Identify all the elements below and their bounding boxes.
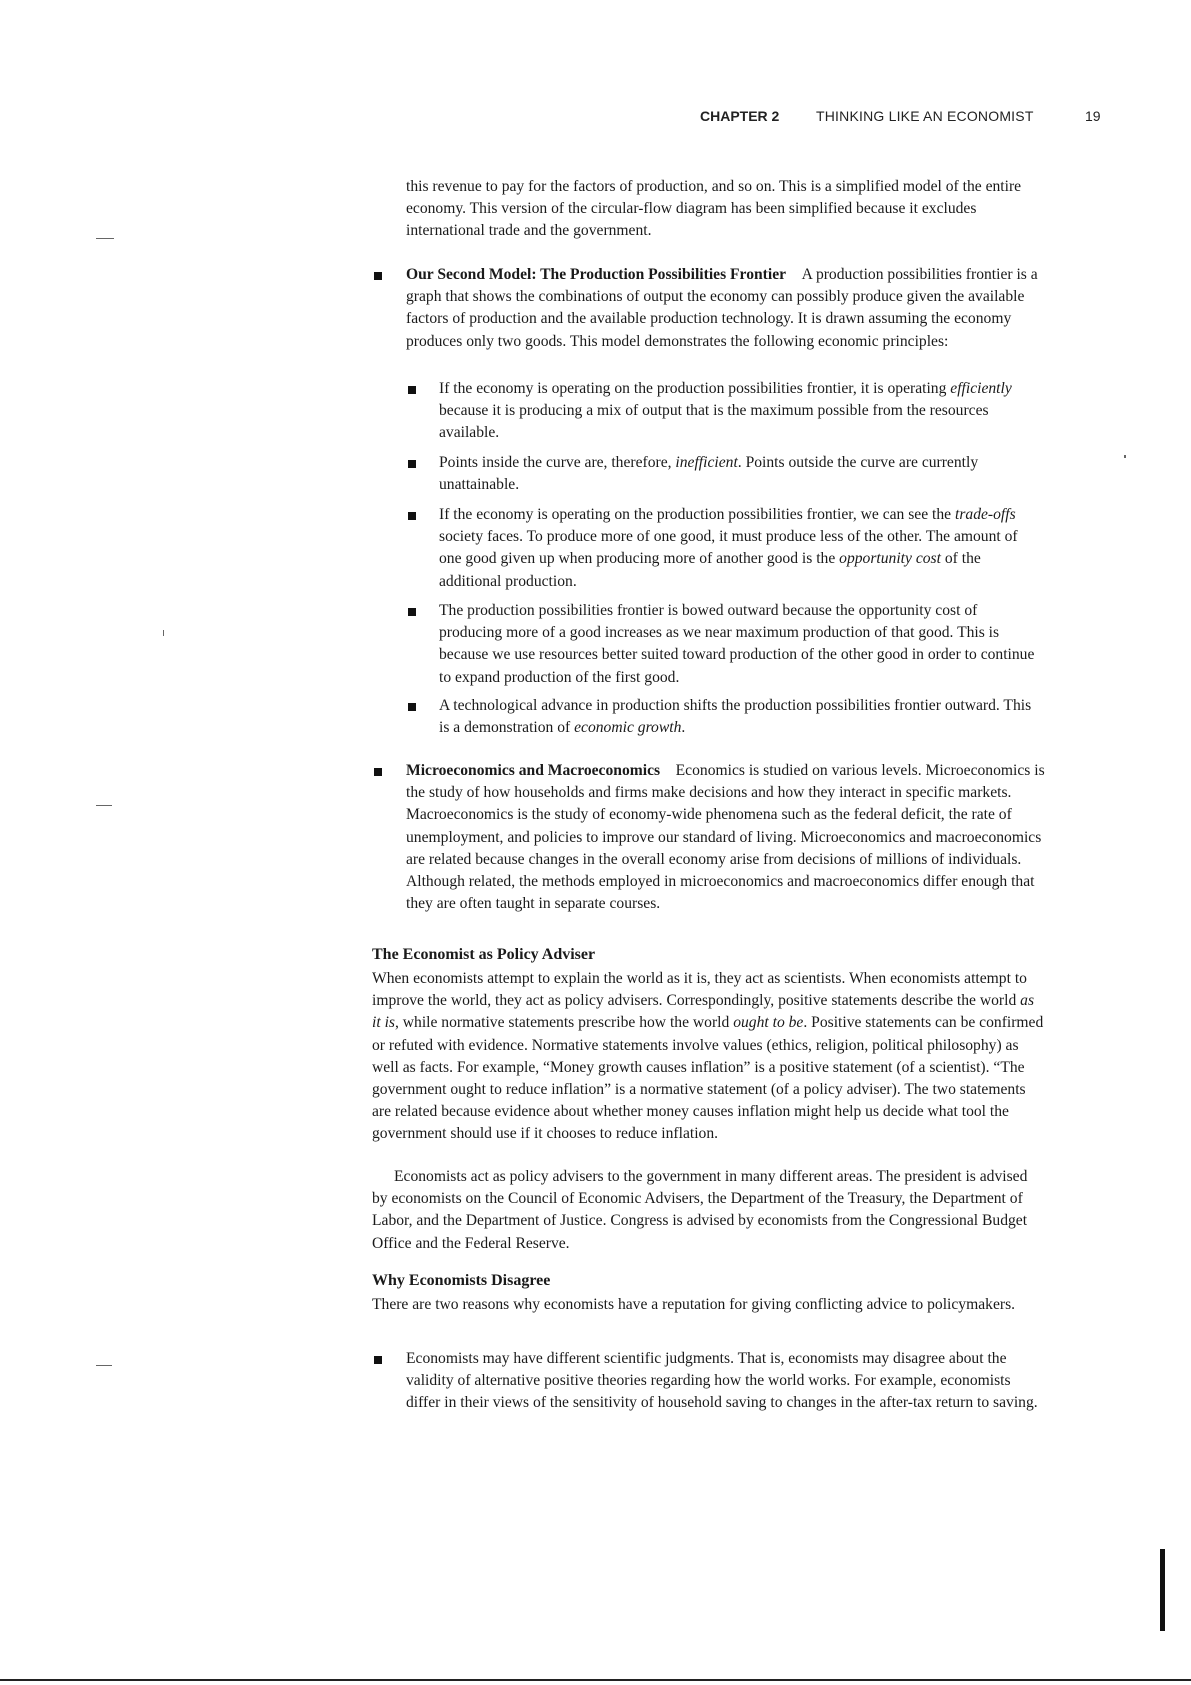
ppf-paragraph [406,264,1046,353]
item-text: Points inside the curve are, therefore, [439,454,676,471]
item-text: If the economy is operating on the production possibilities frontier, it is operating [439,380,951,397]
disagree-bullet-text: Economists may have different scientific judgments. That is, economists may disagree about the validity of alternative positive theories regarding how the world works. For example, economists differ in their views of the sensitivity of household saving to changes in the after-tax return to saving. [406,1350,1038,1412]
paragraph-text: . Positive statements can be confirmed or refuted with evidence. Normative statements involve values (ethics, religion, political philosophy) as well as facts. For example, “Money growth causes inflation” is a positive statement (of a scientist). “The government ought to reduce inflation” is a normative statement (of a policy adviser). The two statements are related because evidence about whether money causes inflation might help us decide what tool the government should use if it chooses to reduce inflation. [372,1014,1044,1143]
scan-bottom-edge [0,1679,1191,1681]
item-text: The production possibilities frontier is bowed outward because the opportunity cost of producing more of a good increases as we near maximum production of that good. This is because we use resources better suited toward production of the other good in order to continue to expand production of the first good. [439,602,1035,686]
disagree-bullet [406,1348,1044,1415]
bullet-square-icon [408,512,416,520]
micro-macro-lead: Microeconomics and Macroeconomics [406,762,661,779]
paragraph-text: , while normative statements prescribe how the world [394,1014,734,1032]
section-heading-disagree: Why Economists Disagree [372,1272,551,1289]
chapter-title: THINKING LIKE AN ECONOMIST [816,108,1034,124]
paragraph-emphasis: ought to be [733,1014,804,1032]
scan-speck [1124,455,1126,458]
micro-macro-paragraph [406,760,1048,915]
chapter-label: CHAPTER 2 [700,108,780,124]
list-item-text [439,504,1044,593]
item-text: If the economy is operating on the production possibilities frontier, we can see the [439,506,955,523]
bullet-square-icon [374,1356,382,1364]
item-emphasis: economic growth [574,719,682,737]
list-item [439,695,1044,739]
bullet-square-icon [408,703,416,711]
scan-speck [163,630,164,636]
item-text: . [681,719,686,737]
paragraph-text: When economists attempt to explain the world as it is, they act as scientists. When economists attempt to improve the world, they act as policy advisers. Correspondingly, positive statements describe the world [372,970,1027,1010]
item-emphasis: efficiently [950,380,1012,397]
item-text: of the additional production. [439,550,981,590]
list-item [439,452,1044,496]
list-item-text [439,600,1044,689]
bullet-square-icon [408,386,416,394]
ppf-section [406,264,1046,353]
running-header [700,108,1120,128]
list-item [439,600,1044,689]
scan-speck [96,238,114,239]
page-number: 19 [1085,108,1101,124]
policy-adviser-paragraph-1 [372,968,1044,1146]
list-item-text [439,452,1044,496]
list-item [439,378,1044,445]
intro-paragraph: this revenue to pay for the factors of production, and so on. This is a simplified model of the entire economy. This version of the circular-flow diagram has been simplified because it excludes international trade and the government. [406,178,1022,240]
list-item [439,504,1044,593]
item-text: . Points outside the curve are currently unattainable. [439,454,979,494]
scan-speck [96,805,112,806]
list-item-text [439,695,1044,739]
bullet-square-icon [408,460,416,468]
bullet-square-icon [374,768,382,776]
ppf-lead: Our Second Model: The Production Possibilities Frontier [406,266,787,283]
scan-speck [96,1365,112,1366]
item-emphasis: opportunity cost [839,550,941,568]
scan-edge-bar [1160,1549,1165,1631]
policy-adviser-paragraph-2: Economists act as policy advisers to the government in many different areas. The president is advised by economists on the Council of Economic Advisers, the Department of the Treasury, the Department of Labor, and the Department of Justice. Congress is advised by economists from the Congressional Budget Office and the Federal Reserve. [372,1168,1028,1252]
item-text: because it is producing a mix of output that is the maximum possible from the resources available. [439,402,989,442]
bullet-square-icon [374,272,382,280]
ppf-text: A production possibilities frontier is a graph that shows the combinations of output the economy can possibly produce given the available factors of production and the available production technology. It is drawn assuming the economy produces only two goods. This model demonstrates the following economic principles: [406,266,1038,350]
section-heading-policy-adviser: The Economist as Policy Adviser [372,946,596,963]
item-emphasis: trade-offs [955,506,1016,523]
bullet-square-icon [408,608,416,616]
item-emphasis: inefficient [675,454,738,471]
list-item-text [439,378,1044,445]
micro-macro-text: Economics is studied on various levels. Microeconomics is the study of how households and firms make decisions and how they interact in specific markets. Macroeconomics is the study of economy-wide phenomena such as the federal deficit, the rate of unemployment, and policies to improve our standard of living. Microeconomics and macroeconomics are related because changes in the overall economy arise from decisions of millions of individuals. Although related, the methods employed in microeconomics and macroeconomics differ enough that they are often taught in separate courses. [406,762,1045,913]
micro-macro-section [406,760,1048,915]
disagree-intro: There are two reasons why economists have a reputation for giving conflicting advice to policymakers. [372,1296,1016,1313]
paragraph-emphasis: as it is [372,992,1035,1032]
item-text: society faces. To produce more of one good, it must produce less of the other. The amount of one good given up when producing more of another good is the [439,528,1018,568]
item-text: A technological advance in production shifts the production possibilities frontier outward. This is a demonstration of [439,697,1032,737]
